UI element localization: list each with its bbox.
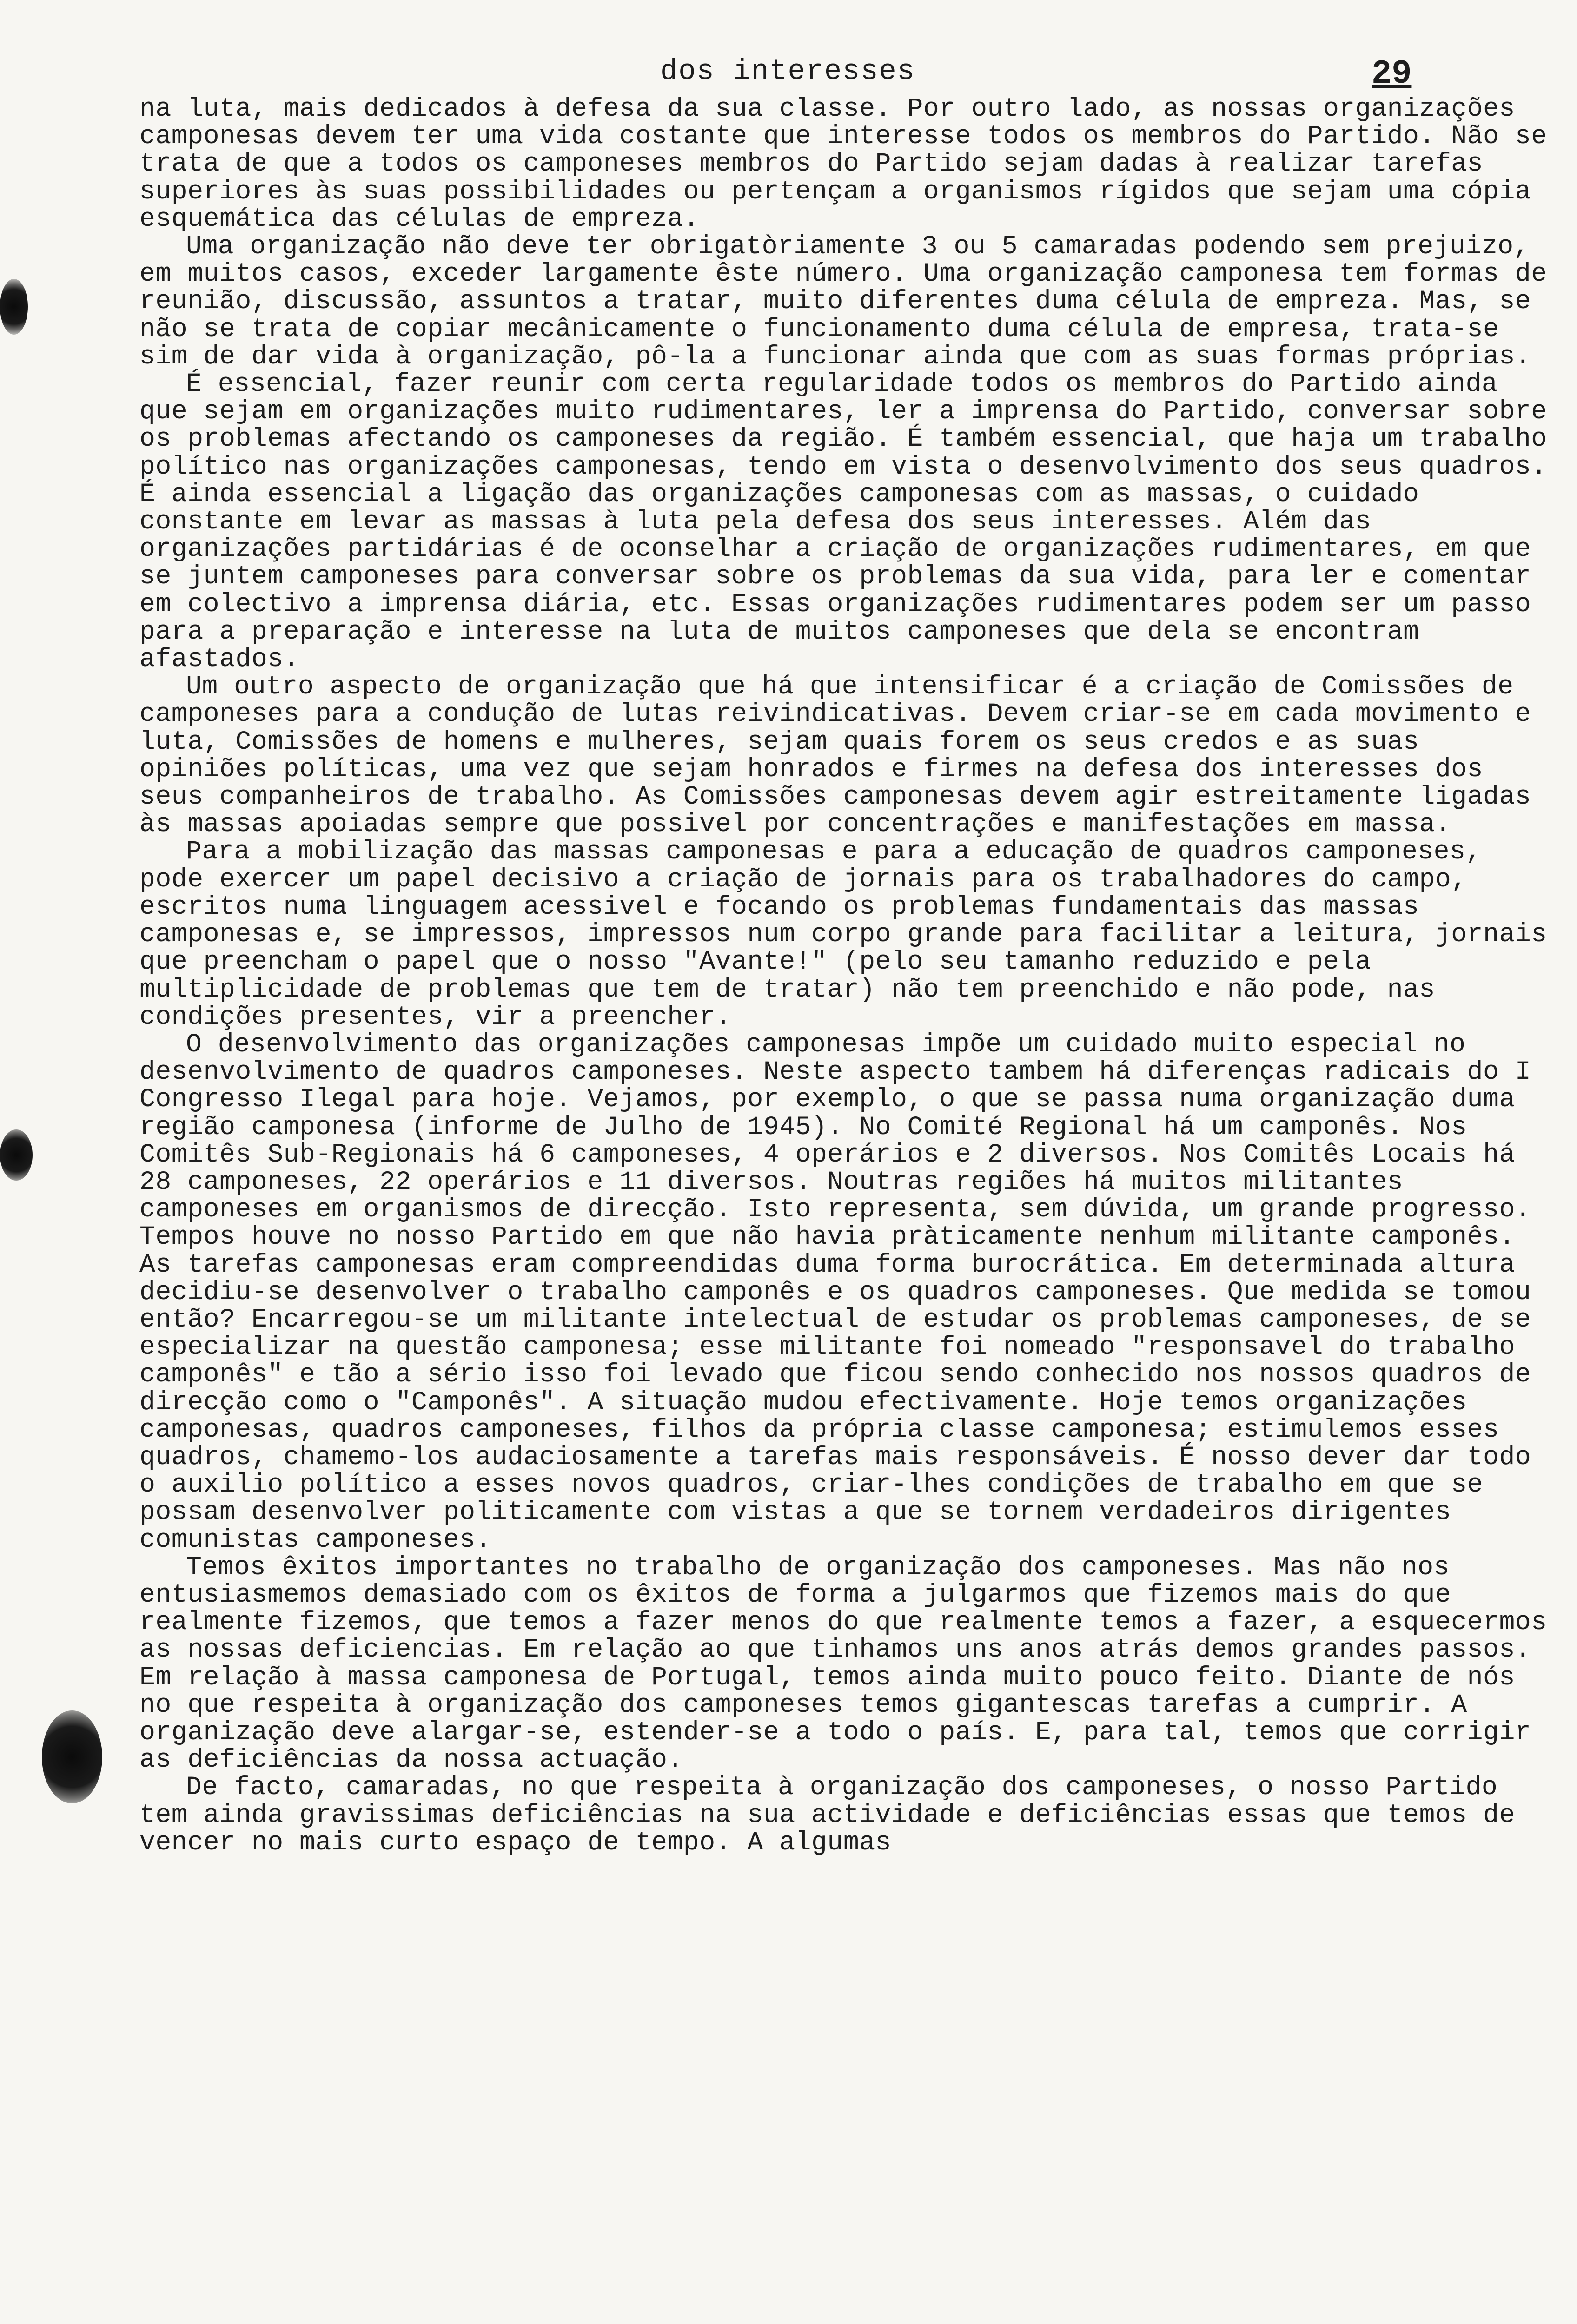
punch-hole-top bbox=[0, 279, 28, 335]
punch-hole-middle bbox=[0, 1129, 33, 1181]
running-header: dos interesses bbox=[660, 55, 915, 88]
paragraph-5: Para a mobilização das massas camponesas e para a educação de quadros camponeses, pode exercer um papel decisivo a criação de jornais para os trabalhadores do campo, escritos numa linguagem acessivel e focando os problemas fundamentais das massas camponesas e, se impressos, impressos num corpo grande para facilitar a leitura, jornais que preencham o papel que o nosso "Avante!" (pelo seu tamanho reduzido e pela multiplicidade de problemas que tem de tratar) não tem preenchido e não pode, nas condições presentes, vir a preencher. bbox=[139, 837, 1564, 1032]
paragraph-4: Um outro aspecto de organização que há que intensificar é a criação de Comissões de camponeses para a condução de lutas reivindicativas. Devem criar-se em cada movimento e luta, Comissões de homens e mulheres, sejam quais forem os seus credos e as suas opiniões políticas, uma vez que sejam honrados e firmes na defesa dos interesses dos seus companheiros de trabalho. As Comissões camponesas devem agir estreitamente ligadas às massas apoiadas sempre que possivel por concentrações e manifestações em massa. bbox=[139, 672, 1547, 839]
paragraph-1: na luta, mais dedicados à defesa da sua classe. Por outro lado, as nossas organizações camponesas devem ter uma vida costante que interesse todos os membros do Partido. Não se trata de que a todos os camponeses membros do Partido sejam dadas à realizar tarefas superiores às suas possibilidades ou pertençam a organismos rígidos que sejam uma cópia esquemática das células de empreza. bbox=[139, 94, 1564, 234]
paragraph-3: É essencial, fazer reunir com certa regularidade todos os membros do Partido ainda que sejam em organizações muito rudimentares, ler a imprensa do Partido, conversar sobre os problemas afectando os camponeses da região. É também essencial, que haja um trabalho político nas organizações camponesas, tendo em vista o desenvolvimento dos seus quadros. É ainda essencial a ligação das organizações camponesas com as massas, o cuidado constante em levar as massas à luta pela defesa dos seus interesses. Além das organizações partidárias é de oconselhar a criação de organizações rudimentares, em que se juntem camponeses para conversar sobre os problemas da sua vida, para ler e comentar em colectivo a imprensa diária, etc. Essas organizações rudimentares podem ser um passo para a preparação e interesse na luta de muitos camponeses que dela se encontram afastados. bbox=[139, 369, 1564, 674]
body-text bbox=[139, 94, 1564, 1857]
paragraph-6: O desenvolvimento das organizações camponesas impõe um cuidado muito especial no desenvolvimento de quadros camponeses. Neste aspecto tambem há diferenças radicais do I Congresso Ilegal para hoje. Vejamos, por exemplo, o que se passa numa organização duma região camponesa (informe de Julho de 1945). No Comité Regional há um camponês. Nos Comitês Sub-Regionais há 6 camponeses, 4 operários e 2 diversos. Nos Comitês Locais há 28 camponeses, 22 operários e 11 diversos. Noutras regiões há muitos militantes camponeses em organismos de direcção. Isto representa, sem dúvida, um grande progresso. Tempos houve no nosso Partido em que não havia pràticamente nenhum militante camponês. As tarefas camponesas eram compreendidas duma forma burocrática. Em determinada altura decidiu-se desenvolver o trabalho camponês e os quadros camponeses. Que medida se tomou então? Encarregou-se um militante intelectual de estudar os problemas camponeses, de se especializar na questão camponesa; esse militante foi nomeado "responsavel do trabalho camponês" e tão a sério isso foi levado que ficou sendo conhecido nos nossos quadros de direcção como o "Camponês". A situação mudou efectivamente. Hoje temos organizações camponesas, quadros camponeses, filhos da própria classe camponesa; estimulemos esses quadros, chamemo-los audaciosamente a tarefas mais responsáveis. É nosso dever dar todo o auxilio político a esses novos quadros, criar-lhes condições de trabalho em que se possam desenvolver politicamente com vistas a que se tornem verdadeiros dirigentes comunistas camponeses. bbox=[139, 1029, 1547, 1555]
paragraph-8: De facto, camaradas, no que respeita à organização dos camponeses, o nosso Partido tem ainda gravissimas deficiências na sua actividade e deficiências essas que temos de vencer no mais curto espaço de tempo. A algumas bbox=[139, 1772, 1531, 1857]
page-number: 29 bbox=[1372, 55, 1412, 93]
punch-hole-lower bbox=[42, 1710, 102, 1803]
paragraph-7: Temos êxitos importantes no trabalho de organização dos camponeses. Mas não nos entusiasmemos demasiado com os êxitos de forma a julgarmos que fizemos mais do que realmente fizemos, que temos a fazer menos do que realmente temos a fazer, a esquecermos as nossas deficiencias. Em relação ao que tinhamos uns anos atrás demos grandes passos. Em relação à massa camponesa de Portugal, temos ainda muito pouco feito. Diante de nós no que respeita à organização dos camponeses temos gigantescas tarefas a cumprir. A organização deve alargar-se, estender-se a todo o país. E, para tal, temos que corrigir as deficiências da nossa actuação. bbox=[139, 1552, 1564, 1775]
paragraph-2: Uma organização não deve ter obrigatòriamente 3 ou 5 camaradas podendo sem prejuizo, em muitos casos, exceder largamente êste número. Uma organização camponesa tem formas de reunião, discussão, assuntos a tratar, muito diferentes duma célula de empreza. Mas, se não se trata de copiar mecânicamente o funcionamento duma célula de empresa, trata-se sim de dar vida à organização, pô-la a funcionar ainda que com as suas formas próprias. bbox=[139, 231, 1564, 371]
